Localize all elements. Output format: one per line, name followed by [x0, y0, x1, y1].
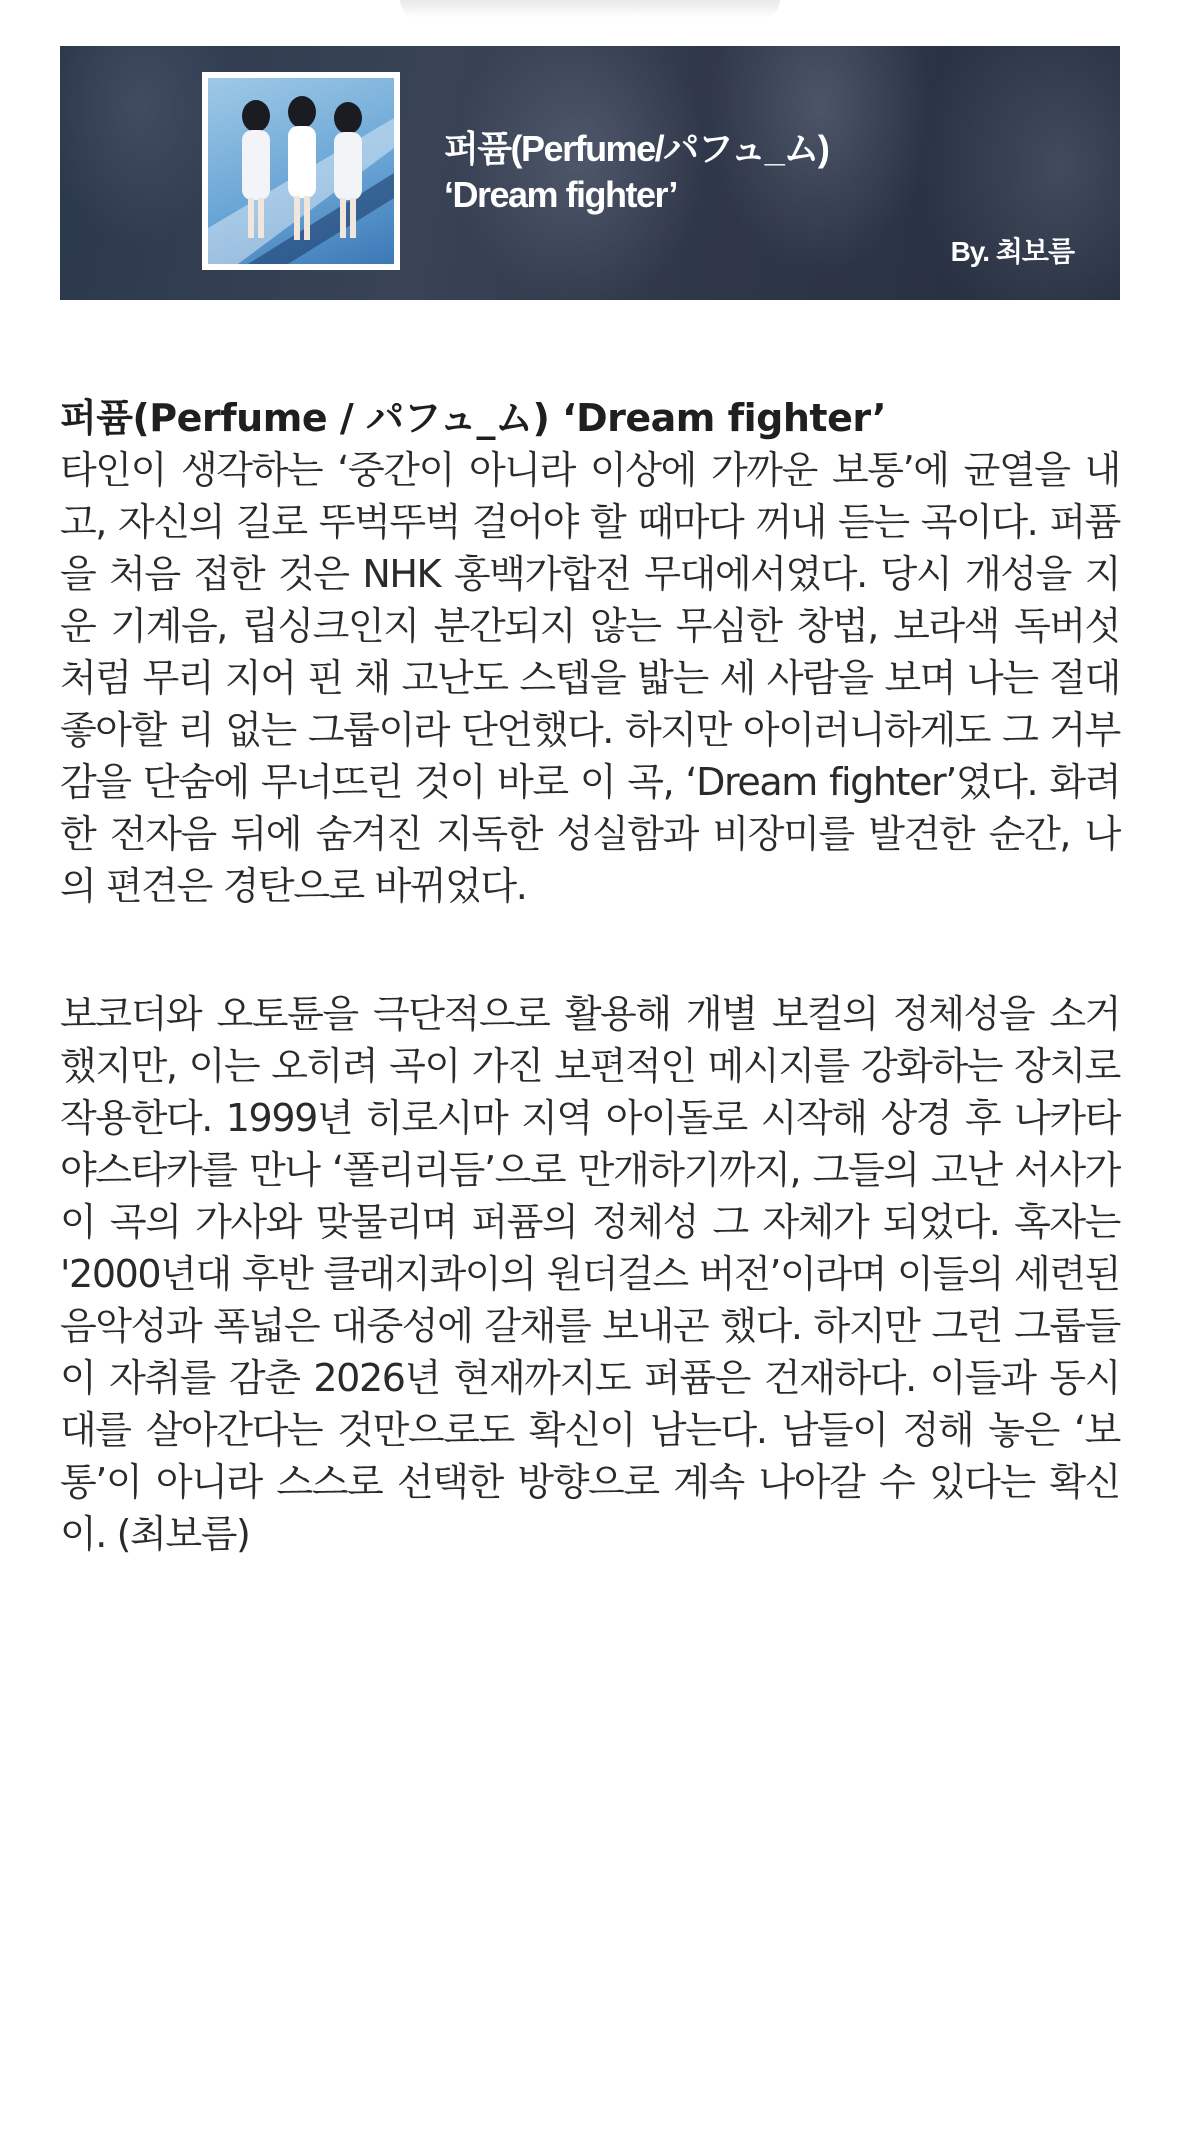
top-scroll-shadow — [400, 0, 780, 18]
banner-title — [444, 126, 828, 218]
banner-title-line1: 퍼퓸(Perfume/パフュ_ム) — [444, 128, 829, 169]
album-cover-image — [202, 72, 400, 270]
paragraph-spacer — [60, 912, 1120, 988]
article-banner — [60, 46, 1120, 300]
article-body — [60, 392, 1120, 1560]
banner-title-line2: ‘Dream fighter’ — [444, 174, 677, 215]
article-paragraph-1: 타인이 생각하는 ‘중간이 아니라 이상에 가까운 보통’에 균열을 내고, 자신의 길로 뚜벅뚜벅 걸어야 할 때마다 꺼내 듣는 곡이다. 퍼퓸을 처음 접한 것은 NHK 홍백가합전 무대에서였다. 당시 개성을 지운 기계음, 립싱크인지 분간되지 않는 무심한 창법, 보라색 독버섯처럼 무리 지어 핀 채 고난도 스텝을 밟는 세 사람을 보며 나는 절대 좋아할 리 없는 그룹이라 단언했다. 하지만 아이러니하게도 그 거부감을 단숨에 무너뜨린 것이 바로 이 곡, ‘Dream fighter’였다. 화려한 전자음 뒤에 숨겨진 지독한 성실함과 비장미를 발견한 순간, 나의 편견은 경탄으로 바뀌었다. — [60, 448, 1120, 908]
article-paragraph-2: 보코더와 오토튠을 극단적으로 활용해 개별 보컬의 정체성을 소거했지만, 이는 오히려 곡이 가진 보편적인 메시지를 강화하는 장치로 작용한다. 1999년 히로시마 지역 아이돌로 시작해 상경 후 나카타 야스타카를 만나 ‘폴리리듬’으로 만개하기까지, 그들의 고난 서사가 이 곡의 가사와 맞물리며 퍼퓸의 정체성 그 자체가 되었다. 혹자는 '2000년대 후반 클래지콰이의 원더걸스 버전’이라며 이들의 세련된 음악성과 폭넓은 대중성에 갈채를 보내곤 했다. 하지만 그런 그룹들이 자취를 감춘 2026년 현재까지도 퍼퓸은 건재하다. 이들과 동시대를 살아간다는 것만으로도 확신이 남는다. 남들이 정해 놓은 ‘보통’이 아니라 스스로 선택한 방향으로 계속 나아갈 수 있다는 확신이. (최보름) — [60, 992, 1120, 1556]
article-heading: 퍼퓸(Perfume / パフュ_ム) ‘Dream fighter’ — [60, 396, 887, 440]
banner-byline: By. 최보름 — [950, 236, 1074, 267]
